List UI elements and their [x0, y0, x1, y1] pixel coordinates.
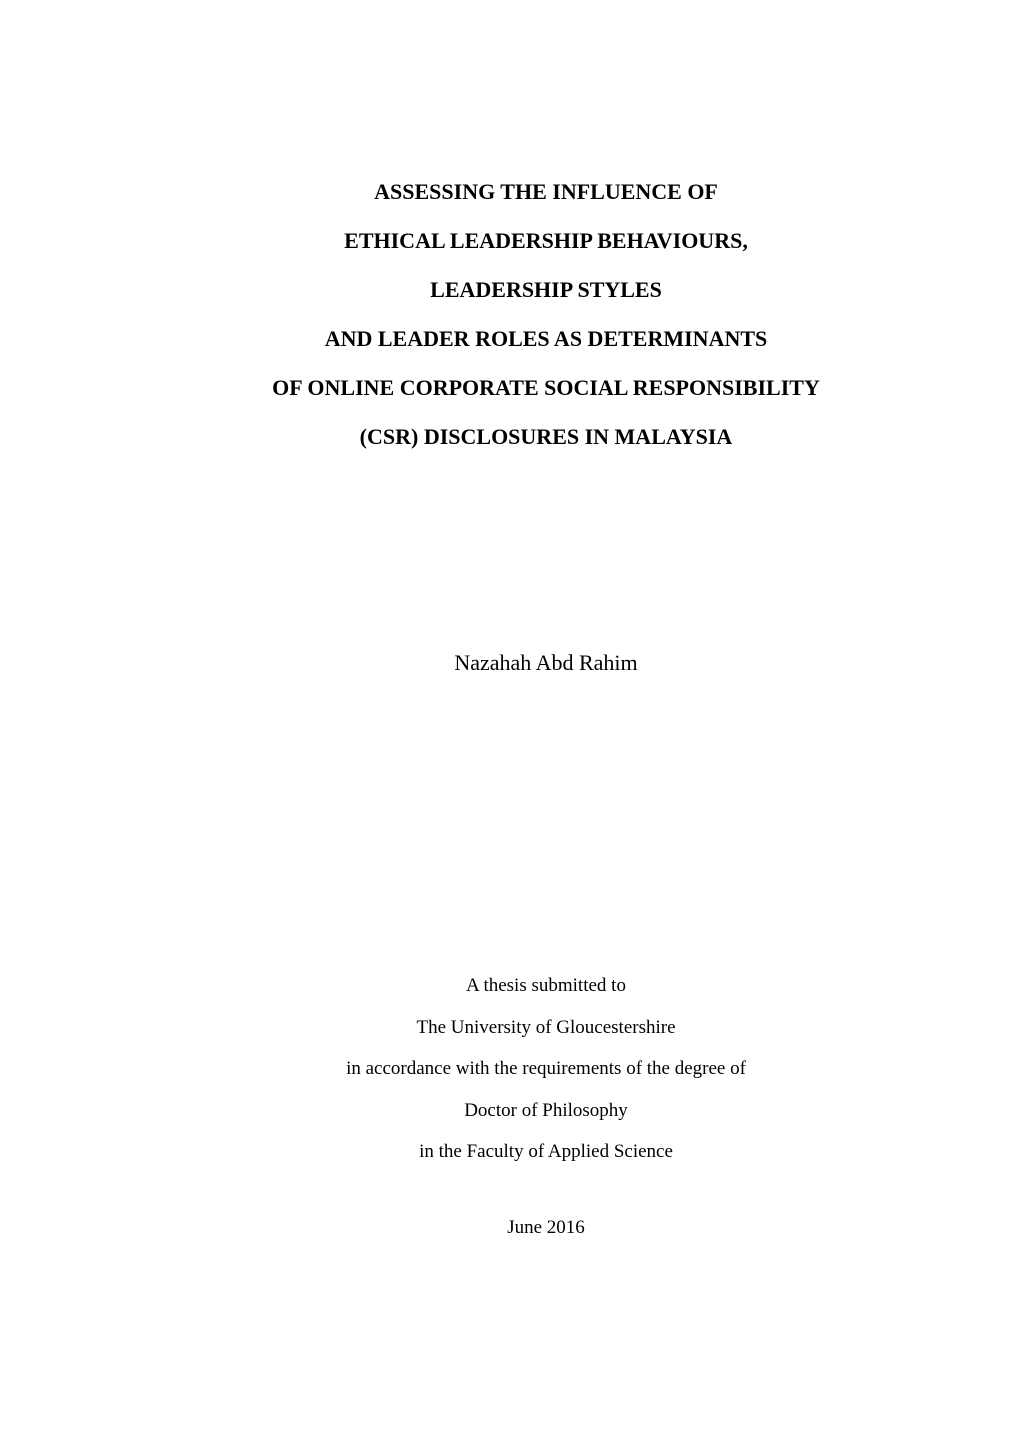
author-name: Nazahah Abd Rahim [454, 650, 638, 675]
title-line: ASSESSING THE INFLUENCE OF [374, 179, 718, 204]
submission-statement [0, 965, 1020, 1173]
submission-line: in the Faculty of Applied Science [419, 1141, 673, 1162]
title-line: LEADERSHIP STYLES [430, 277, 662, 302]
submission-line: Doctor of Philosophy [464, 1099, 628, 1121]
title-line: AND LEADER ROLES AS DETERMINANTS [324, 326, 768, 351]
thesis-title [0, 167, 1020, 461]
submission-line: A thesis submitted to [466, 975, 626, 996]
title-line: (CSR) DISCLOSURES IN MALAYSIA [359, 424, 733, 449]
submission-line: in accordance with the requirements of the degree of [346, 1058, 746, 1079]
submission-date: June 2016 [507, 1217, 585, 1238]
title-line: ETHICAL LEADERSHIP BEHAVIOURS, [344, 228, 748, 253]
submission-line: The University of Gloucestershire [416, 1016, 676, 1038]
title-line: OF ONLINE CORPORATE SOCIAL RESPONSIBILITY [272, 375, 820, 400]
